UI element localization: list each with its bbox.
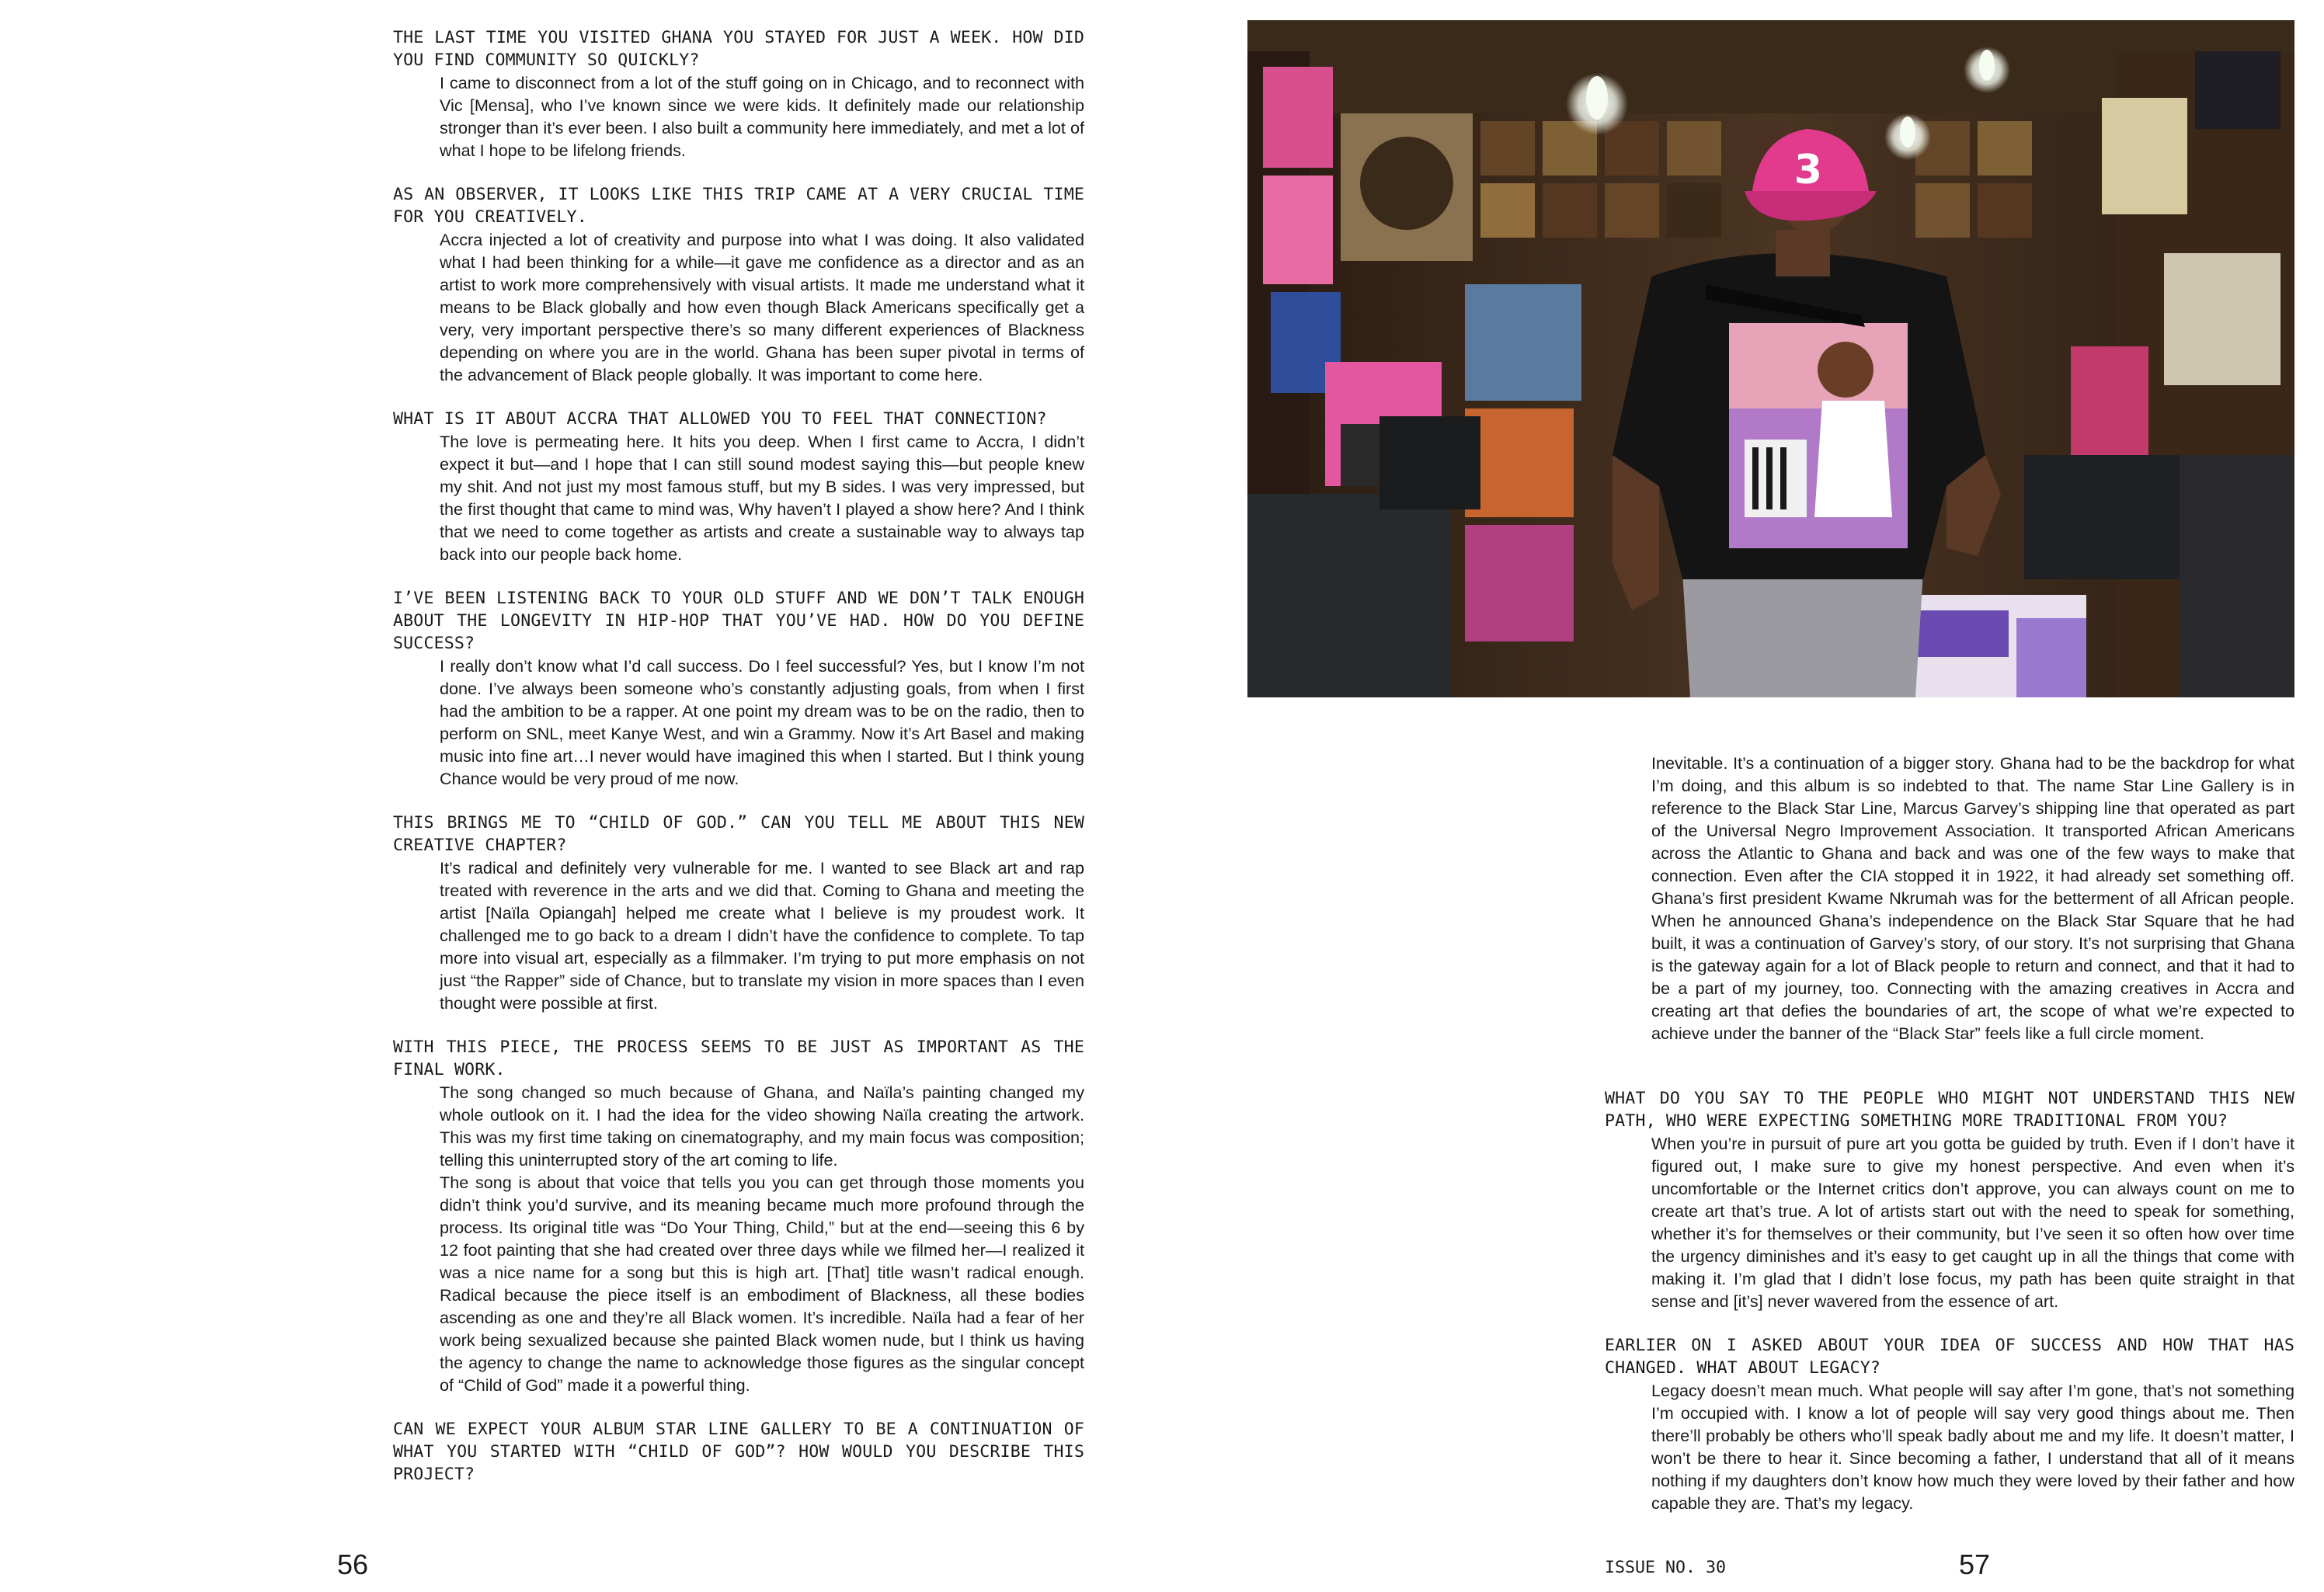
qa-block — [393, 812, 1084, 1014]
record-store-photo — [1247, 20, 2294, 697]
interview-answer: I really don’t know what I’d call success. Do I feel successful? Yes, but I know I’m not done. I’ve always been someone who’s constantly adjusting goals, from when I first had the ambition to be a rapper. At one point my dream was to be on the radio, then to perform on SNL, meet Kanye West, and win a Grammy. Now it’s Art Basel and making music into fine art…I never would have imagined this when I started. But I think young Chance would be very proud of me now. — [440, 656, 1084, 788]
issue-label: ISSUE NO. 30 — [1605, 1558, 1727, 1577]
qa-block — [393, 587, 1084, 790]
qa-block — [393, 183, 1084, 386]
cap-number: 3 — [1793, 147, 1823, 193]
interview-question: EARLIER ON I ASKED ABOUT YOUR IDEA OF SUCCESS AND HOW THAT HAS CHANGED. WHAT ABOUT LEGACY? — [1605, 1336, 2294, 1378]
interview-answer: I came to disconnect from a lot of the stuff going on in Chicago, and to reconnect with Vic [Mensa], who I’ve known since we were kids. It definitely made our relationship stronger than it’s ever been. I also built a community here immediately, and met a lot of what I hope to be lifelong friends. — [440, 73, 1084, 160]
left-page-column — [393, 26, 1084, 1507]
qa-block — [1605, 1087, 2294, 1312]
qa-block — [1605, 1334, 2294, 1514]
interview-question: WHAT IS IT ABOUT ACCRA THAT ALLOWED YOU TO FEEL THAT CONNECTION? — [393, 409, 1047, 429]
interview-answer: Legacy doesn’t mean much. What people will say after I’m gone, that’s not something I’m occupied with. I know a lot of people will say very good things about me. Then there’ll probably be others who’ll speak badly about me and my life. It doesn’t matter, I won’t be there to hear it. Since becoming a father, I understand that all of it means nothing if my daughters don’t know how much they were loved by their father and how capable they are. That’s my legacy. — [1651, 1381, 2294, 1513]
interview-question: WITH THIS PIECE, THE PROCESS SEEMS TO BE JUST AS IMPORTANT AS THE FINAL WORK. — [393, 1038, 1084, 1079]
interview-question: I’VE BEEN LISTENING BACK TO YOUR OLD STUFF AND WE DON’T TALK ENOUGH ABOUT THE LONGEVITY IN HIP-HOP THAT YOU’VE HAD. HOW DO YOU DEFINE SUCCESS? — [393, 589, 1084, 653]
qa-block — [393, 1418, 1084, 1486]
qa-block — [393, 1036, 1084, 1396]
photo-illustration — [1247, 20, 2294, 697]
interview-question: CAN WE EXPECT YOUR ALBUM STAR LINE GALLERY TO BE A CONTINUATION OF WHAT YOU STARTED WITH “CHILD OF GOD”? HOW WOULD YOU DESCRIBE THIS PROJECT? — [393, 1420, 1084, 1484]
left-page-number: 56 — [337, 1549, 369, 1580]
right-lead-answer: Inevitable. It’s a continuation of a bigger story. Ghana had to be the backdrop for what I’m doing, and this album is so indebted to that. The name Star Line Gallery is in reference to the Black Star Line, Marcus Garvey’s shipping line that operated as part of the Universal Negro Improvement Association. It transported African Americans across the Atlantic to Ghana and back and was one of the few ways to make that connection. Even after the CIA stopped it in 1922, it had already set something off. Ghana’s first president Kwame Nkrumah was for the betterment of all African people. When he announced Ghana’s independence on the Black Star Square that he had built, it was a continuation of Garvey’s story, of our story. It’s not surprising that Ghana is the gateway again for a lot of Black people to return and connect, and that it had to be a part of my journey, too. Connecting with the amazing creatives in Accra and creating art that defies the boundaries of art, the scope of what we’re expected to achieve under the banner of the “Black Star” feels like a full circle moment. — [1651, 753, 2294, 1043]
interview-answer: The song is about that voice that tells you you can get through those moments you didn’t think you’d survive, and its meaning became much more profound through the process. Its original title was “Do Your Thing, Child,” but at the end—seeing this 6 by 12 foot painting that she had created over three days while we filmed her—I realized it was a nice name for a song but this is high art. [That] title wasn’t radical enough. Radical because the piece itself is an embodiment of Blackness, all these bodies ascending as one and they’re all Black women. It’s incredible. Naïla had a fear of her work being sexualized because she painted Black women nude, but I think us having the agency to change the name to acknowledge those figures as the singular concept of “Child of God” made it a powerful thing. — [440, 1173, 1084, 1395]
interview-answer: The song changed so much because of Ghana, and Naïla’s painting changed my whole outlook on it. I had the idea for the video showing Naïla creating the artwork. This was my first time taking on cinematography, and my main focus was composition; telling this uninterrupted story of the art coming to life. — [440, 1083, 1084, 1170]
interview-answer: Accra injected a lot of creativity and purpose into what I was doing. It also validated what I had been thinking for a while—it gave me confidence as a director and as an artist to work more comprehensively with visual artists. It made me understand what it means to be Black globally and how even though Black Americans specifically get a very, very important perspective there’s so many different experiences of Blackness depending on where you are in the world. Ghana has been super pivotal in terms of the advancement of Black people globally. It was important to come here. — [440, 230, 1084, 384]
interview-question: THE LAST TIME YOU VISITED GHANA YOU STAYED FOR JUST A WEEK. HOW DID YOU FIND COMMUNITY SO QUICKLY? — [393, 28, 1084, 70]
interview-answer: The love is permeating here. It hits you deep. When I first came to Accra, I didn’t expect it but—and I hope that I can still sound modest saying this—but people knew my shit. And not just my most famous stuff, but my B sides. I was very impressed, but the first thought that came to mind was, Why haven’t I played a show here? And I think that we need to come together as artists and create a sustainable way to always tap back into our people back home. — [440, 432, 1084, 564]
qa-block — [393, 408, 1084, 565]
interview-answer: When you’re in pursuit of pure art you gotta be guided by truth. Even if I don’t have it figured out, I make sure to give my honest perspective. And even when it’s uncomfortable or the Internet critics don’t approve, you can always count on me to create art that’s true. A lot of artists start out with the need to speak for something, whether it’s for themselves or their community, but I’ve seen it so often how over time the urgency diminishes and it’s easy to get caught up in all the things that come with making it. I’m glad that I didn’t lose focus, my path has been quite straight in that sense and [it’s] never wavered from the essence of art. — [1651, 1134, 2294, 1311]
interview-question: THIS BRINGS ME TO “CHILD OF GOD.” CAN YOU TELL ME ABOUT THIS NEW CREATIVE CHAPTER? — [393, 813, 1084, 855]
right-page-number: 57 — [1959, 1549, 1991, 1580]
interview-answer: It’s radical and definitely very vulnerable for me. I wanted to see Black art and rap treated with reverence in the arts and we did that. Coming to Ghana and meeting the artist [Naïla Opiangah] helped me create what I believe is my proudest work. It challenged me to go back to a dream I didn’t have the confidence to complete. To tap more into visual art, especially as a filmmaker. I’m trying to put more emphasis on not just “the Rapper” side of Chance, but to translate my vision in more spaces than I even thought were possible at first. — [440, 858, 1084, 1013]
interview-question: WHAT DO YOU SAY TO THE PEOPLE WHO MIGHT NOT UNDERSTAND THIS NEW PATH, WHO WERE EXPECTING SOMETHING MORE TRADITIONAL FROM YOU? — [1605, 1089, 2294, 1131]
interview-question: AS AN OBSERVER, IT LOOKS LIKE THIS TRIP CAME AT A VERY CRUCIAL TIME FOR YOU CREATIVELY. — [393, 185, 1084, 227]
qa-block — [393, 26, 1084, 162]
right-page-column — [1605, 1087, 2294, 1536]
